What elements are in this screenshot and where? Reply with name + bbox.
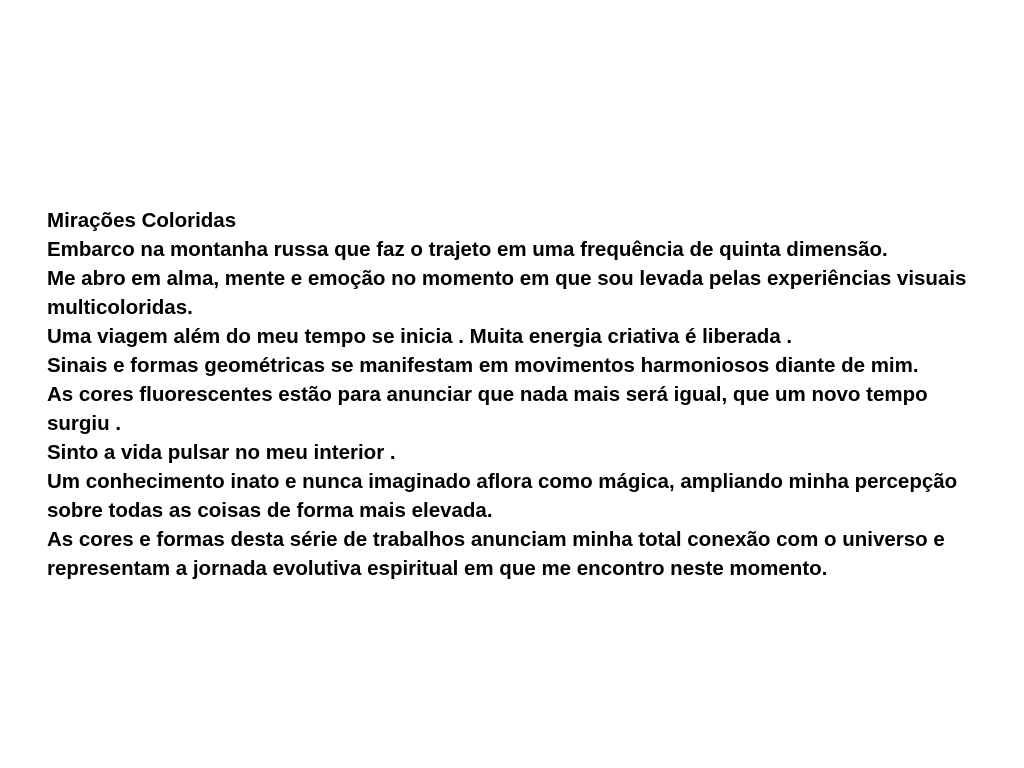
paragraph: Um conhecimento inato e nunca imaginado aflora como mágica, ampliando minha percepção sobre todas as coisas de forma mais elevada. — [47, 470, 958, 522]
paragraph: Embarco na montanha russa que faz o trajeto em uma frequência de quinta dimensão. — [47, 238, 888, 261]
paragraph: Me abro em alma, mente e emoção no momento em que sou levada pelas experiências visuais multicoloridas. — [47, 267, 967, 319]
paragraph: Sinto a vida pulsar no meu interior . — [47, 441, 396, 464]
document-title: Mirações Coloridas — [47, 209, 237, 232]
paragraph: Sinais e formas geométricas se manifestam em movimentos harmoniosos diante de mim. — [47, 354, 919, 377]
text-block — [47, 206, 977, 583]
paragraph: As cores e formas desta série de trabalhos anunciam minha total conexão com o universo e representam a jornada evolutiva espiritual em que me encontro neste momento. — [47, 528, 945, 580]
paragraph: As cores fluorescentes estão para anunciar que nada mais será igual, que um novo tempo surgiu . — [47, 383, 928, 435]
paragraph: Uma viagem além do meu tempo se inicia . Muita energia criativa é liberada . — [47, 325, 793, 348]
